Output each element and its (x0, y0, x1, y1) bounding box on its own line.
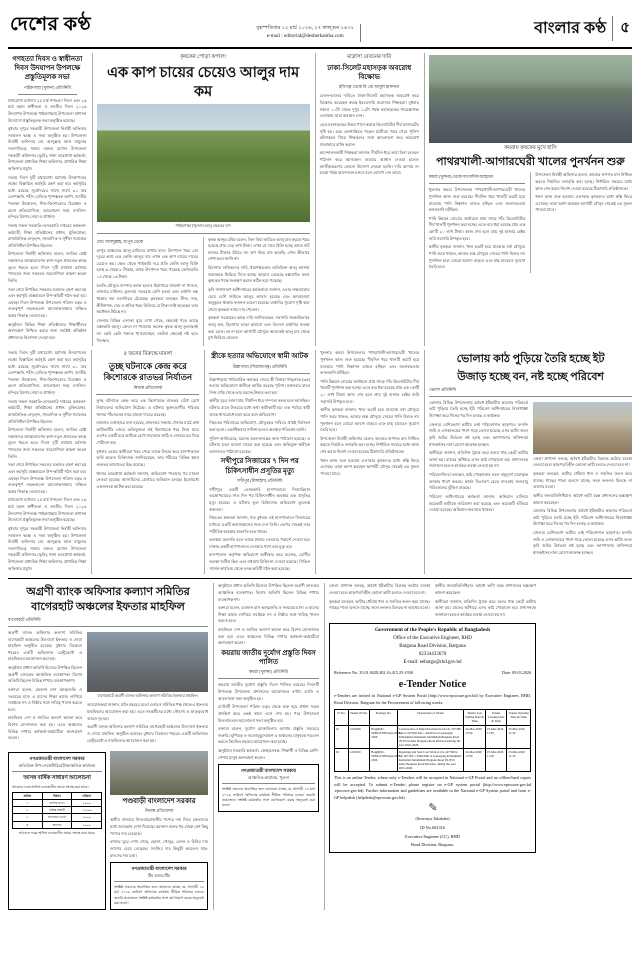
table-row (13, 821, 102, 828)
col-header: Tender ID No. (348, 710, 370, 725)
notice-left-box (8, 752, 106, 910)
brick-divider (429, 396, 632, 397)
cell: ৩০০০ (72, 814, 102, 821)
notice-bottom-title2: আঞ্চলিক কার্যালয়, খুলনা (248, 775, 289, 781)
lead-kicker: কৃষকের পোড়া কপাল! (180, 54, 227, 60)
notice-right-box (110, 862, 208, 910)
torture-body (96, 398, 199, 490)
canal-headline: পাথরখালী-আগারঘেরী খালের পুনর্খনন শুরু (436, 156, 625, 168)
masthead-dateblock (256, 24, 361, 42)
dhaka-sylhet-story (315, 53, 419, 346)
col-header: Tender Last Selling Date & Time (465, 711, 484, 724)
lead-photo-caption: পাইকগাছা (খুলনা) আলু ক্ষেতের দৃশ্য (175, 224, 231, 229)
notice-right-title1: গণপ্রজাতন্ত্রী বাংলাদেশ সরকার (131, 866, 187, 872)
cell-opening: 25-Mar-2026 11:30 (507, 725, 531, 748)
col1-divider (18, 94, 77, 95)
canal-continued-body (320, 350, 419, 477)
paragraph: সভায় দিবস দুটি যথাযোগ্য মর্যাদায় উদযাপনের লক্ষ্যে বিস্তারিত কর্মসূচি গ্রহণ করা হয়। কর্মসূচির মধ্যে রয়েছে সূর্যোদয়ের সাথে সাথে ৩১ বার তোপধ্বনি, শহীদ বেদিতে পুষ্পস্তবক অর্পণ, জাতীয় পতাকা উত্তোলন, শিশু-কিশোরদের চিত্রাঙ্কন ও রচনা প্রতিযোগিতা, আলোচনা সভা, মসজিদ-মন্দিরে বিশেষ দোয়া ও প্রার্থনা। (8, 174, 87, 220)
tender-phone: 02334433670 (418, 651, 447, 657)
brick-kicker-line: ভোলায় কাঠ পুড়িয়ে তৈরি হচ্ছে ইট (456, 353, 605, 366)
paragraph: মামলার এজাহারে বলা হয়েছে, মঙ্গলবার সন্ধ্যায় খেলার মাঠে কথা কাটাকাটির জেরে অভিযুক্তরা ওই কিশোরকে ধরে নিয়ে যায়। এরপর একটি ঘরে আটকে রেখে সারারাত লাঠি ও লোহার রড দিয়ে পেটানো হয়। (96, 420, 200, 446)
brick-photo (533, 402, 632, 454)
market-column (110, 749, 208, 910)
lead-story (92, 53, 310, 346)
tender-title: e-Tender Notice (398, 679, 467, 691)
paragraph: মাহফিলে দেশ ও জাতির কল্যাণ কামনা করে বিশেষ মোনাজাত করা হয়। এতে অঞ্চলের বিভিন্ন শাখার কর্মকর্তা-কর্মচারীরা অংশগ্রহণ করেন। (8, 715, 83, 741)
torture-byline: নিজস্ব প্রতিবেদক (133, 385, 163, 391)
lead-headline: এক কাপ চায়ের চেয়েও আলুর দাম কম (106, 65, 300, 100)
paragraph: খুলনার কয়রা উপজেলার পাথরখালী-আগারঘেরী খালের পুনর্খনন কাজ শুরু হয়েছে। দীর্ঘদিন ধরে খালটি ভরাট হয়ে যাওয়ায় পানি নিষ্কাশন ব্যাহত হচ্ছিল এবং জলাবদ্ধতায় ফসলহানি ঘটছিল। (428, 187, 526, 213)
paragraph: উপজেলা নির্বাহী অফিসার বলেন, কাজের গুণগত মান নিশ্চিত করতে নিয়মিত তদারকি করা হচ্ছে। নির্ধারিত সময়ের মধ্যে কাজ শেষ করার নির্দেশ দেওয়া হয়েছে ঠিকাদারি প্রতিষ্ঠানকে। (535, 172, 632, 191)
iftar-headline: অগ্রণী ব্যাংক অফিসার কল্যাণ সমিতির বাগেরহাট অঞ্চলের ইফতার মাহফিল (26, 586, 190, 613)
canal-continued (315, 350, 419, 574)
paragraph: সভা শেষে উপস্থিত সকলের মতামত গ্রহণ করা হয় এবং কর্মসূচি বাস্তবায়নে উপ-কমিটি গঠন করা হয়। এছাড়া দিবস উপলক্ষে উপজেলা পরিষদ চত্বর ও গুরুত্বপূর্ণ সড়কগুলো আলোকসজ্জায় সজ্জিত করার সিদ্ধান্ত নেওয়া হয়। (8, 462, 87, 494)
market-body (110, 817, 208, 859)
paragraph: নিহতের পরিবারের অভিযোগ, যৌতুকের দাবিতে প্রায়ই নির্যাতন করা হতো। একাধিকবার সালিশ হলেও অবস্থার পরিবর্তন হয়নি। (209, 420, 311, 432)
paragraph: থানার ভারপ্রাপ্ত কর্মকর্তা জানান, অভিযোগ পাওয়ার পর মামলা নেওয়া হয়েছে। আসামিদের গ্রেপ্তারে অভিযান চলছে। ইতোমধ্যে একজনকে আটক করা হয়েছে। (96, 470, 200, 489)
notice-left-footer: আবেদন ফরম অফিস চলাকালীন সময়ে সংগ্রহ করা যাবে। (18, 830, 96, 835)
cell-package: BargRDiv-SPMGT/MWorks/2025-2026 (370, 748, 397, 771)
col-header: Sl No. (335, 710, 349, 725)
paragraph: র‍্যালিটি উপজেলা পরিষদ চত্বর থেকে শুরু হয়ে প্রধান সড়ক প্রদক্ষিণ করে একই স্থানে এসে শেষ হয়। পরে উপজেলা মিলনায়তনে আলোচনা সভা অনুষ্ঠিত হয়। (218, 704, 319, 723)
tender-notice-box (329, 623, 536, 852)
market-photo (110, 751, 208, 795)
paragraph: বক্তারা বলেন, রমজান মাস আত্মশুদ্ধি ও সংযমের মাস। এ মাসের শিক্ষা কাজে লাগিয়ে সবাইকে সৎ ও নিষ্ঠার সঙ্গে দায়িত্ব পালন করতে হবে। (8, 686, 83, 712)
paragraph: সভায় সকল সরকারি-বেসরকারি দপ্তরের কর্মকর্তা-কর্মচারী, শিক্ষা প্রতিষ্ঠানের প্রধান, মুক্তিযোদ্ধা, রাজনৈতিক নেতৃবৃন্দ, সাংবাদিক ও সুশীল সমাজের প্রতিনিধিরা উপস্থিত ছিলেন। (8, 398, 87, 424)
paragraph: খুলনার কয়রা উপজেলার পাথরখালী-আগারঘেরী খালের পুনর্খনন কাজ শুরু হয়েছে। দীর্ঘদিন ধরে খালটি ভরাট হয়ে যাওয়ায় পানি নিষ্কাশন ব্যাহত হচ্ছিল এবং জলাবদ্ধতায় ফসলহানি ঘটছিল। (320, 350, 420, 376)
paragraph: কৃষকরা বলছেন, ভাটার ধোঁয়ায় ধান ও সবজির ফলন কমে যাচ্ছে। গাছের পাতা ঝলসে যাচ্ছে, ফলে ফলনও মিলছে না আগের মতো। (533, 471, 632, 490)
paragraph: স্থানীয়রা জানান, প্রতিদিন ট্রাকে করে বনের গাছ কেটে ভাটায় আনা হয়। রাতের আঁধারে এসব কাঠ পোড়ানো হয়। প্রশাসনকে জানানো হলেও কার্যকর ব্যবস্থা নেওয়া হয় না। (429, 450, 529, 469)
iftar-divider (8, 626, 208, 627)
paragraph: জেলা প্রশাসন বলছে, অবৈধ ইটভাটার বিরুদ্ধে কঠোর ব্যবস্থা নেওয়া হবে। ছাড়পত্রবিহীন কোনো ভাটা চলতে দেওয়া হবে না। (533, 455, 632, 468)
paragraph: এতে মহাসড়কের উভয় পাশে কয়েক কিলোমিটার দীর্ঘ যানজটের সৃষ্টি হয়। চরম ভোগান্তিতে পড়েন যাত্রীরা। খবর পেয়ে পুলিশ ঘটনাস্থলে গিয়ে শিক্ষকদের সঙ্গে আলোচনা করে অবরোধ প্রত্যাহারে রাজি করান। (319, 121, 419, 147)
notice-bottom-title1: গণপ্রজাতন্ত্রী বাংলাদেশ সরকার (240, 768, 297, 774)
cell-closing: 25-Mar-2026 11:30 (485, 725, 507, 748)
husband-byline: উল্লাপাড়া (সিরাজগঞ্জ) প্রতিনিধি (232, 363, 287, 369)
paragraph: আয়োজকরা জানান, প্রতি বছরের মতো এবারও সমিতির পক্ষ থেকে এ ইফতার মাহফিলের আয়োজন করা হয়। এতে সহকর্মীদের মধ্যে সৌহার্দ্য ও ভ্রাতৃত্ববোধ আরও দৃঢ় হয়। (87, 702, 208, 721)
tender-email: E-mail: eebargu@rhd.gov.bd (403, 659, 462, 665)
paragraph: যথাযোগ্য মর্যাদায় ২৫ মার্চ গণহত্যা দিবস এবং ২৬ মার্চ মহান স্বাধীনতা ও জাতীয় দিবস ২০২৬ উদযাপন উপলক্ষে পাইকগাছায় উপজেলা প্রশাসন উদ্যোগে প্রস্তুতিমূলক সভা অনুষ্ঠিত হয়েছে। (8, 497, 87, 523)
column-1 (8, 53, 87, 346)
notice-left-subtitle: আসন্ন বার্ষিক সাধারণ আলোচনা (23, 775, 91, 782)
paragraph: অবস্থার অবনতি হলে তাকে ঢাকায় নেওয়ার পরামর্শ দেওয়া হয়। ঢাকার একটি হাসপাতালে নেওয়ার পথে তার মৃত্যু হয়। (209, 537, 311, 549)
paragraph: আন্দোলনকারী শিক্ষকরা জানান, দীর্ঘদিন ধরে তারা বিনা বেতনে পাঠদান করে আসছেন। বারবার আশ্বাস দেওয়া হলেও জাতীয়করণের কোনো উদ্যোগ নেওয়া হয়নি। দাবি আদায় না হওয়া পর্যন্ত আন্দোলন চলবে বলে ঘোষণা দেন তারা। (319, 150, 419, 176)
iftar-body-right (87, 630, 208, 746)
etender-ad (324, 583, 536, 910)
notice-left-title2: অতিরিক্ত উপ-সেক্রেটারিয়েট/আঞ্চলিক কার্যালয় (18, 763, 96, 769)
col-header: পরিমাণ (72, 793, 102, 800)
paragraph: স্থানীয়রা জানান, প্রতিদিন ট্রাকে করে বনের গাছ কেটে ভাটায় আনা হয়। রাতের আঁধারে এসব কাঠ পোড়ানো হয়। প্রশাসনকে জানানো হলেও কার্যকর ব্যবস্থা নেওয়া হয় না। (435, 598, 536, 617)
cell-tender-id: 1243180 (348, 725, 370, 748)
paragraph: বুধবার দুপুরে সহকারী উপজেলা নির্বাহী অফিসার সম্মেলন কক্ষে এ সভা অনুষ্ঠিত হয়। উপজেলা নির্বাহী অফিসার মো. আব্দুল্লাহ আল মামুনের সভাপতিত্বে সভায় বক্তব্য রাখেন উপজেলা সহকারী কমিশনার (ভূমি), থানা ভারপ্রাপ্ত কর্মকর্তা, উপজেলা মাধ্যমিক শিক্ষা অফিসার, প্রাথমিক শিক্ষা অফিসার প্রমুখ। (8, 525, 87, 571)
prayer-headline: কয়রায় জাতীয় দুর্যোগ প্রস্তুতি দিবস পালিত (221, 648, 316, 667)
cell: যাতায়াত ভাতা (42, 814, 72, 821)
cell: ৫০০০ (72, 800, 102, 807)
notice-bottom-box (218, 764, 319, 812)
lead-body-left (97, 237, 199, 347)
brick-body-right (533, 400, 632, 559)
paragraph: অগ্রণী ব্যাংক অফিসার কল্যাণ সমিতির বাগেরহাট অঞ্চলের উদ্যোগে ইফতার ও দোয়া মাহফিল অনুষ্ঠিত হয়েছে। বুধবার বিকেলে শহরের একটি অভিজাত রেস্টুরেন্টে এ মাহফিলের আয়োজন করা হয়। (87, 724, 208, 743)
masthead-email: e-mail : editorial@desherkantha.com (266, 32, 344, 39)
cell: বার্ষিক সম্মানী (42, 807, 72, 814)
masthead-rule (8, 47, 632, 49)
paragraph: সভা শেষে উপস্থিত সকলের মতামত গ্রহণ করা হয় এবং কর্মসূচি বাস্তবায়নে উপ-কমিটি গঠন করা হয়। এছাড়া দিবস উপলক্ষে উপজেলা পরিষদ চত্বর ও গুরুত্বপূর্ণ সড়কগুলো আলোকসজ্জায় সজ্জিত করার সিদ্ধান্ত নেওয়া হয়। (8, 286, 87, 319)
col-header: Tender Opening Date & Time (507, 710, 531, 725)
cell-sl: 01 (335, 725, 349, 748)
paragraph: অনুষ্ঠানে প্রধান অতিথি হিসেবে উপস্থিত ছিলেন অগ্রণী ব্যাংকের আঞ্চলিক ব্যবস্থাপক। বিশেষ অতিথি ছিলেন বিভিন্ন শাখার ব্যবস্থাপকগণ। (218, 583, 319, 602)
prayer-body (218, 682, 319, 761)
middle-section (8, 350, 632, 574)
table-header-row (13, 793, 102, 800)
iftar-photo (87, 632, 208, 692)
paragraph: বুধবার দুপুরে সহকারী উপজেলা নির্বাহী অফিসার সম্মেলন কক্ষে এ সভা অনুষ্ঠিত হয়। উপজেলা নির্বাহী অফিসার মো. আব্দুল্লাহ আল মামুনের সভাপতিত্বে সভায় বক্তব্য রাখেন উপজেলা সহকারী কমিশনার (ভূমি), থানা ভারপ্রাপ্ত কর্মকর্তা, উপজেলা মাধ্যমিক শিক্ষা অফিসার, প্রাথমিক শিক্ষা অফিসার প্রমুখ। (8, 126, 87, 171)
ds-body (320, 93, 419, 177)
paragraph: সখীপুরে একটি বেসরকারি হাসপাতালে সিজারিয়ান অস্ত্রোপচারের সাত দিন পর চিকিৎসাধীন অবস্থায় এক প্রসূতির মৃত্যু হয়েছে। এ ঘটনায় ভুল চিকিৎসার অভিযোগ তুলেছে স্বজনরা। (209, 486, 311, 512)
cell: ২০০০ (72, 821, 102, 828)
notice-right-divider (114, 881, 204, 882)
page-number: ৫ (612, 16, 630, 41)
notice-right-title2: টিম অ্যান্ড/টিম (147, 873, 171, 879)
torture-story (91, 350, 199, 574)
notice-bottom-text: সংশ্লিষ্ট সকলের অবগতির জন্য জানানো যাচ্ছে যে, আগামী ১৫ মার্চ ২০২৬ তারিখে অফিসের কার্যক্রম সীমিত পরিসরে চলবে। জরুরি প্রয়োজনে সংশ্লিষ্ট কর্মকর্তার সঙ্গে যোগাযোগ করার অনুরোধ করা হলো। (222, 787, 315, 808)
paragraph: কৃষকরা সরকারের কাছে দাবি জানিয়েছেন, সরাসরি সরকারিভাবে আলু ক্রয়, হিমাগার ভাড়া কমানো এবং বিদেশে রপ্তানির ব্যবস্থা করা হোক। তা না হলে আগামী মৌসুমে অনেকেই আলু চাষ থেকে মুখ ফিরিয়ে নেবেন। (208, 315, 310, 341)
lead-divider (97, 233, 310, 234)
notice-right-text: সংশ্লিষ্ট সকলের অবগতির জন্য জানানো যাচ্ছে যে, আগামী ১৫ মার্চ ২০২৬ তারিখে অফিসের কার্যক্রম সীমিত পরিসরে চলবে। জরুরি প্রয়োজনে সংশ্লিষ্ট কর্মকর্তার সঙ্গে যোগাযোগ করার অনুরোধ করা হলো। (114, 885, 204, 905)
ds-headline: ঢাকা-সিলেট মহাসড়ক অবরোধ বিক্ষোভ (327, 64, 412, 82)
paragraph: রংপুর অঞ্চলের আলু চাষিদের মাথায় হাত। উৎপাদন খরচ তো দূরের কথা, এক কেজি আলুর দাম এখন এক কাপ চায়ের দামের চেয়েও কম। ক্ষেত থেকে পাইকারি দরে প্রতি কেজি আলু বিক্রি হচ্ছে ৬ থেকে ৮ টাকায়, অথচ উৎপাদন খরচ পড়েছে কেজিপ্রতি ১৪ থেকে ১৬ টাকা। (96, 247, 199, 280)
brick-headline: উজাড় হচ্ছে বন, নষ্ট হচ্ছে পরিবেশ (457, 370, 604, 383)
paragraph: যথাযোগ্য মর্যাদায় ২৫ মার্চ গণহত্যা দিবস এবং ২৬ মার্চ মহান স্বাধীনতা ও জাতীয় দিবস ২০২৬ উদযাপন উপলক্ষে পাইকগাছায় উপজেলা প্রশাসন উদ্যোগে প্রস্তুতিমূলক সভা অনুষ্ঠিত হয়েছে। (8, 97, 87, 123)
canal-photo (429, 55, 632, 143)
col1-continued-body (8, 350, 86, 572)
husband-divider (209, 373, 310, 374)
tender-reference: Reference No. 35.01.0428.402.16.415.25-1930 (334, 670, 413, 676)
torture-divider (96, 394, 199, 395)
prayer-byline: কয়রা (খুলনা) প্রতিনিধি (248, 669, 289, 675)
paragraph: অগ্রণী ব্যাংক অফিসার কল্যাণ সমিতির বাগেরহাট অঞ্চলের উদ্যোগে ইফতার ও দোয়া মাহফিল অনুষ্ঠিত হয়েছে। বুধবার বিকেলে শহরের একটি অভিজাত রেস্টুরেন্টে এ মাহফিলের আয়োজন করা হয়। (8, 629, 83, 662)
cell: ১ (13, 800, 43, 807)
paragraph: ভোলার বিভিন্ন উপজেলায় অবৈধ ইটভাটায় কয়লার পরিবর্তে কাঠ পুড়িয়ে তৈরি হচ্ছে ইট। পরিবেশ অধিদপ্তরের নিষেধাজ্ঞা উপেক্ষা করে দিনের পর দিন চলছে এ কার্যক্রম। (533, 508, 632, 527)
cell-description: Repairing and Seal Coat Work at Ch. 44+500 to Ch. 46+500 = 2000.00m at Gokarganj-Patharkhali-Kathaltali-Subidkhali-Barguna Road (N-872) under Barguna Road Division, during the year 2025-2026. (398, 749, 463, 771)
torture-headline: তুচ্ছ ঘটনাকে কেন্দ্র করে কিশোরকে রাতভর নির্যাতন (103, 361, 193, 383)
paragraph: খনন কাজ শুরু হওয়ায় এলাকার কৃষকদের মধ্যে স্বস্তি ফিরে এসেছে। তারা আশা করছেন আগামী মৌসুম থেকেই এর সুফল পাওয়া যাবে। (320, 457, 420, 476)
col-header: Package No. (370, 710, 397, 725)
tender-footer-text: This is an online Tender, where only e-Tenders will be accepted in National e-GP Portal and no offline/hard copies will be accepted. To submit e-Tender, please register on e-GP system portal (http://www.eprocure.gov.bd .eprocure.gov.bd). Further information and guidelines are available in the National e-GP System portal and from e-GP helpdesk (helpdesk@eprocure.gov.bd). (334, 775, 531, 800)
cell: অন্যান্য (42, 821, 72, 828)
paragraph: বুধবার ভোরে স্থানীয়রা খবর পেয়ে তাকে উদ্ধার করে হাসপাতালে ভর্তি করেন। চিকিৎসক জানিয়েছেন, তার শরীরের বিভিন্ন স্থানে গুরুতর আঘাতের চিহ্ন রয়েছে। (96, 448, 200, 467)
notice-left-table (12, 792, 102, 828)
ds-kicker: মাদ্রাসা বেতনের দাবি (347, 54, 392, 60)
paragraph: কয়রায় জাতীয় দুর্যোগ প্রস্তুতি দিবস পালিত হয়েছে। দিবসটি উপলক্ষে উপজেলা প্রশাসনের আয়োজনে বর্ণাঢ্য র‍্যালি ও আলোচনা সভা অনুষ্ঠিত হয়। (218, 682, 319, 701)
tender-signature-id: ID No.602316 (420, 824, 445, 830)
bottom-section (8, 583, 632, 910)
paragraph: স্থানীয় কৃষকরা জানান, খাল ভরাট হয়ে যাওয়ায় বর্ষা মৌসুমে পানি জমে থাকত, আবার শুষ্ক মৌসুমে সেচের পানি মিলত না। পুনর্খনন হলে বোরো আবাদ বাড়বে এবং মাছ চাষেরও সুযোগ তৈরি হবে। (320, 407, 420, 433)
canal-byline: কয়রা (খুলনা) থেকে সাংবাদিক আহমেদ (428, 174, 494, 180)
paragraph: স্থানীয় কৃষকরা জানান, খাল ভরাট হয়ে যাওয়ায় বর্ষা মৌসুমে পানি জমে থাকত, আবার শুষ্ক মৌসুমে সেচের পানি মিলত না। পুনর্খনন হলে বোরো আবাদ বাড়বে এবং মাছ চাষেরও সুযোগ তৈরি হবে। (428, 244, 526, 270)
paragraph: পরিবেশ অধিদপ্তরের কর্মকর্তা জানান, অভিযান চালিয়ে কয়েকটি ভাটাকে জরিমানা করা হয়েছে এবং কয়েকটি গুঁড়িয়ে দেওয়া হয়েছে। অভিযান অব্যাহত থাকবে। (429, 493, 529, 513)
col-header: Description of Works (397, 710, 464, 725)
iftar-photo-caption: বাগেরহাটে অগ্রণী ব্যাংক অফিসার কল্যাণ সমিতির ইফতার মাহফিল (97, 693, 198, 698)
torture-kicker: ৫ জনের বিরুদ্ধে মামলা (123, 351, 173, 358)
paragraph: বেতন-ভাতার দাবিতে ঢাকা-সিলেট মহাসড়ক অবরোধ করে বিক্ষোভ করেছেন স্বতন্ত্র ইবতেদায়ি মাদ্রাসার শিক্ষকরা। বুধবার সকাল ১০টা থেকে দুপুর ১২টা পর্যন্ত মহাসড়কের শায়েস্তাগঞ্জ এলাকায় তারা অবস্থান নেন। (319, 93, 419, 119)
signature-icon: ✎ (428, 802, 437, 815)
paragraph: কৃষক আব্দুর রহিম বলেন, তিন বিঘা জমিতে আলু চাষ করতে খরচ হয়েছে প্রায় দেড় লাখ টাকা। এখন যে দামে বিক্রি হচ্ছে তাতে ষাট হাজার টাকাও উঠবে না। ঋণ নিয়ে চাষ করেছি, এখন কীভাবে শোধ করব জানি না। (208, 236, 310, 262)
paragraph: পুলিশ জানিয়েছে, মরদেহ ময়নাতদন্তের জন্য পাঠানো হয়েছে। এ ঘটনায় হত্যা মামলা দায়ের করা হয়েছে এবং অভিযুক্ত স্বামীকে আদালতে পাঠানো হয়েছে। (209, 435, 311, 454)
paragraph: খনন কাজ শুরু হওয়ায় এলাকার কৃষকদের মধ্যে স্বস্তি ফিরে এসেছে। তারা আশা করছেন আগামী মৌসুম থেকেই এর সুফল পাওয়া যাবে। (535, 194, 632, 213)
husband-headline: স্ত্রীকে হত্যার অভিযোগে স্বামী আটক (211, 352, 309, 361)
cell-sl: 02 (335, 748, 349, 771)
masthead (8, 6, 632, 45)
tender-gov-line3: Barguna Road Division, Barguna (399, 644, 466, 650)
paragraph: চলতি মৌসুমে বাম্পার ফলন হলেও হিমাগারে জায়গা না পাওয়া, বাজারে চাহিদার তুলনায় সরবরাহ বেশি হওয়া এবং রপ্তানি বন্ধ থাকায় দাম তলানিতে ঠেকেছে। কৃষকেরা বলছেন, বীজ, সার, কীটনাশক, সেচ ও শ্রমিক খরচ মিলিয়ে যে টাকা লগ্নি করেছেন তার অর্ধেকও উঠছে না। (96, 282, 199, 315)
paragraph: বক্তারা বলেন, দুর্যোগ মোকাবিলায় আগাম প্রস্তুতি সবচেয়ে জরুরি। ঘূর্ণিঝড় ও জলোচ্ছ্বাসপ্রবণ এ অঞ্চলের মানুষকে সচেতন করতে নিয়মিত মহড়ার আয়োজন করা হচ্ছে। (218, 726, 319, 745)
table-row (13, 814, 102, 821)
notice-left-divider (12, 771, 102, 772)
paragraph: উপজেলা নির্বাহী অফিসার বলেন, কাজের গুণগত মান নিশ্চিত করতে নিয়মিত তদারকি করা হচ্ছে। নির্ধারিত সময়ের মধ্যে কাজ শেষ করার নির্দেশ দেওয়া হয়েছে ঠিকাদারি প্রতিষ্ঠানকে। (320, 435, 420, 455)
prayer-story (213, 583, 319, 910)
ds-byline: হবিগঞ্জ থেকে বি এম আবুল হাসনাত (339, 84, 400, 90)
lead-byline: মোঃ আবদুল্লাহ, রংপুর থেকে (96, 238, 143, 244)
paragraph: স্থানীয় বাজারে নিত্যপ্রয়োজনীয় পণ্যের দাম নিয়ে ক্রেতাদের মধ্যে অসন্তোষ দেখা দিয়েছে। রমজান শুরুর পর থেকে বেশ কিছু পণ্যের দাম বেড়েছে। (110, 817, 208, 836)
canal-kicker: কয়রায় কৃষকের মুখে হাসি (504, 145, 557, 151)
cell-opening: 25-Mar-2026 11:30 (507, 748, 531, 771)
mother-death-body (209, 487, 310, 573)
iftar-story (8, 583, 208, 910)
paragraph: পরিবেশবিদরা বলছেন, কাঠ পোড়ানোর ফলে বায়ুদূষণ মারাত্মক আকার ধারণ করছে। কার্বন নিঃসরণ বেড়ে যাওয়ায় জলবায়ু পরিবর্তনের ঝুঁকিও বাড়ছে। (429, 472, 529, 491)
notice-bottom-divider (222, 783, 315, 784)
cell-tender-id: 1243190 (348, 748, 370, 771)
paragraph: হাসপাতাল কর্তৃপক্ষ অভিযোগ অস্বীকার করে বলেছে, রোগীর অবস্থা জটিল ছিল এবং যথাযথ চিকিৎসা দেওয়া হয়েছে। সিভিল সার্জন কার্যালয় থেকে তদন্ত কমিটি গঠন করা হয়েছে। (209, 552, 311, 571)
cell: ৪ (13, 821, 43, 828)
table-row (335, 725, 531, 748)
tender-signature-division: Road Division, Barguna. (411, 842, 454, 848)
paragraph: উপজেলা নির্বাহী অফিসার বলেন, জাতির শ্রেষ্ঠ সন্তানদের আত্মত্যাগের কথা নতুন প্রজন্মের কাছে তুলে ধরতে হবে। দিবস দুটি যথাযথ মর্যাদায় পালনের জন্য সকলের সহযোগিতা কামনা করেন তিনি। (8, 251, 87, 283)
cell-closing: 25-Mar-2026 11:30 (485, 748, 507, 771)
prayer-divider (218, 678, 319, 679)
table-row (335, 748, 531, 771)
col-header: বিবরণ (42, 793, 72, 800)
table-row (13, 800, 102, 807)
top-section (8, 53, 632, 346)
paragraph: কৃষি সম্প্রসারণ অধিদপ্তরের কর্মকর্তারা জানান, এবার লক্ষ্যমাত্রার চেয়ে বেশি জমিতে আলুর আবাদ হয়েছে এবং আবহাওয়া অনুকূলে থাকায় ফলনও ভালো হয়েছে। রপ্তানির সুযোগ সৃষ্টি করা গেলে কৃষকরা ন্যায্য দাম পেতেন। (208, 286, 310, 312)
cell: ১২০০০ (72, 807, 102, 814)
masthead-date: বৃহস্পতিবার ১২ মার্চ ২০২৬, ২৭ ফাল্গুন ১৪৩২ (256, 24, 355, 31)
col-header: Tender Closing Date & Time (485, 710, 507, 725)
iftar-body-left (8, 630, 82, 746)
paragraph: পানি উন্নয়ন বোর্ডের অর্থায়নে প্রায় সাড়ে পাঁচ কিলোমিটার দীর্ঘ খালটি পুনর্খনন করা হচ্ছে। এতে ব্যয় ধরা হয়েছে প্রায় এক কোটি ২০ লাখ টাকা। কাজ শেষ হলে প্রায় দুই হাজার হেক্টর জমি সরাসরি উপকৃত হবে। (428, 215, 526, 241)
tender-header-row (335, 710, 531, 725)
paragraph: অনুষ্ঠানে বিভিন্ন শিক্ষা প্রতিষ্ঠানের শিক্ষার্থীদের অংশগ্রহণ নিশ্চিত করার জন্য সংশ্লিষ্ট প্রতিষ্ঠান প্রধানদের নির্দেশনা দেওয়া হয়। (8, 321, 87, 340)
notice-left-text: আবেদন ফরম অফিস চলাকালীন সময়ে সংগ্রহ করা যাবে। (12, 785, 89, 790)
masthead-right (526, 15, 630, 42)
tender-signature-name: (Sowmya Talukder) (415, 816, 450, 822)
cell-description: Construction of Rigid Pavement from Ch. 50+580 Km to 50+620 Km = 40.00 m at Gokarganj-Patharkhali-Kathaltali-Subidkhali-Barguna Road (N-872) under Barguna Road Division During the year 2025-2026. (397, 725, 464, 748)
col-header: ক্রমিক (13, 793, 43, 800)
col1-headline: গণহত্যা দিবস ও স্বাধীনতা দিবস উদযাপন উপলক্ষে প্রস্তুতিমূলক সভা (12, 55, 83, 82)
iftar-byline: বাগেরহাট প্রতিনিধি (8, 616, 41, 622)
paragraph: মাহফিলে দেশ ও জাতির কল্যাণ কামনা করে বিশেষ মোনাজাত করা হয়। এতে অঞ্চলের বিভিন্ন শাখার কর্মকর্তা-কর্মচারীরা অংশগ্রহণ করেন। (218, 627, 319, 646)
paragraph: স্থানীয় জনপ্রতিনিধিরাও অবৈধ ভাটা বন্ধে প্রশাসনের হস্তক্ষেপ কামনা করেছেন। (533, 492, 632, 505)
paragraph: জেলার বিভিন্ন এলাকা ঘুরে দেখা গেছে, ক্ষেতেই পড়ে আছে বস্তাভর্তি আলু। ক্রেতা না পাওয়ায় অনেক কৃষক আলু তুলছেনই না। কেউ কেউ গরুকে খাওয়াচ্ছেন, কেউবা ক্ষেতেই নষ্ট হতে দিচ্ছেন। (96, 317, 199, 343)
cell-last-selling: 24-Mar-2026 17:00 (464, 725, 486, 748)
paragraph: উপজেলা নির্বাহী অফিসার বলেন, জাতির শ্রেষ্ঠ সন্তানদের আত্মত্যাগের কথা নতুন প্রজন্মের কাছে তুলে ধরতে হবে। দিবস দুটি যথাযথ মর্যাদায় পালনের জন্য সকলের সহযোগিতা কামনা করেন তিনি। (8, 427, 87, 459)
tender-date: Date: 09.03.2026 (502, 670, 531, 676)
canal-story (424, 53, 632, 346)
paragraph: হিমাগার মালিকদের দাবি, ধারণক্ষমতার অতিরিক্ত আলু আসায় অনেককে ফিরিয়ে দিতে হচ্ছে। ভাড়াও বেড়েছে বস্তাপ্রতি। ফলে কৃষকের পক্ষে সংরক্ষণ করাও কঠিন হয়ে পড়েছে। (208, 265, 310, 284)
market-byline: নিজস্ব প্রতিবেদক (144, 808, 174, 814)
paragraph: উল্লাপাড়ায় পারিবারিক কলহের জেরে স্ত্রী মিনারা খাতুনকে (৩৫) হত্যার অভিযোগে স্বামীকে আটক করেছে পুলিশ। মঙ্গলবার রাতে নিজ বাড়ি থেকে তার মরদেহ উদ্ধার করা হয়। (209, 376, 311, 395)
canal-divider-left (429, 183, 526, 184)
table-row (13, 807, 102, 814)
tender-table (334, 709, 531, 772)
iftar-overflow (218, 583, 319, 647)
mother-death-byline: সখীপুর (টাঙ্গাইল) প্রতিনিধি (237, 477, 283, 483)
tender-ref-row (334, 670, 531, 675)
husband-story (204, 350, 310, 574)
section-title: বাংলার কণ্ঠ (534, 20, 607, 37)
mother-death-headline: সখীপুরে সিজারের ৭ দিন পর চিকিৎসাধীন প্রসূতির মৃত্যু (220, 457, 299, 475)
cell: মাসিক ভাতা (42, 800, 72, 807)
lead-body-right (203, 237, 310, 347)
cell-package: BargRDiv-SPMGT/MWorks/2025-2026 (370, 725, 397, 748)
paragraph: ভোলার বিভিন্ন উপজেলায় অবৈধ ইটভাটায় কয়লার পরিবর্তে কাঠ পুড়িয়ে তৈরি হচ্ছে ইট। পরিবেশ অধিদপ্তরের নিষেধাজ্ঞা উপেক্ষা করে দিনের পর দিন চলছে এ কার্যক্রম। (429, 399, 529, 419)
section-rule (8, 578, 632, 579)
paragraph: সভায় সকল সরকারি-বেসরকারি দপ্তরের কর্মকর্তা-কর্মচারী, শিক্ষা প্রতিষ্ঠানের প্রধান, মুক্তিযোদ্ধা, রাজনৈতিক নেতৃবৃন্দ, সাংবাদিক ও সুশীল সমাজের প্রতিনিধিরা উপস্থিত ছিলেন। (8, 222, 87, 248)
paragraph: জেলার বেশিরভাগ ভাটায় নেই পরিবেশগত ছাড়পত্র। ফসলি জমি ও লোকালয়ের পাশে গড়ে তোলা হয়েছে এসব ভাটা। ফলে কৃষি জমির উর্বরতা নষ্ট হচ্ছে এবং আশপাশের বাসিন্দারা শ্বাসকষ্টসহ নানা রোগে আক্রান্ত হচ্ছেন। (533, 530, 632, 555)
col1-body (8, 98, 87, 342)
market-headline: পণ্ডবাড়ী বাংলাদেশ সরকার (122, 797, 196, 806)
brick-body-left (429, 400, 528, 559)
tender-gov-line1: Government of the People's Republic of Bangladesh (375, 627, 490, 634)
paragraph: অনুষ্ঠানে প্রধান অতিথি হিসেবে উপস্থিত ছিলেন অগ্রণী ব্যাংকের আঞ্চলিক ব্যবস্থাপক। বিশেষ অতিথি ছিলেন বিভিন্ন শাখার ব্যবস্থাপকগণ। (8, 665, 83, 684)
brick-byline: ভোলা প্রতিনিধি (429, 386, 456, 392)
husband-body (209, 377, 310, 456)
tender-signature-title: Executive Engineer (CC), RHD (405, 833, 460, 839)
brick-story (424, 350, 632, 574)
paragraph: সভায় দিবস দুটি যথাযোগ্য মর্যাদায় উদযাপনের লক্ষ্যে বিস্তারিত কর্মসূচি গ্রহণ করা হয়। কর্মসূচির মধ্যে রয়েছে সূর্যোদয়ের সাথে সাথে ৩১ বার তোপধ্বনি, শহীদ বেদিতে পুষ্পস্তবক অর্পণ, জাতীয় পতাকা উত্তোলন, শিশু-কিশোরদের চিত্রাঙ্কন ও রচনা প্রতিযোগিতা, আলোচনা সভা, মসজিদ-মন্দিরে বিশেষ দোয়া ও প্রার্থনা। (8, 350, 87, 396)
notice-left-title1: গণপ্রজাতন্ত্রী বাংলাদেশ সরকার (29, 756, 85, 762)
paragraph: জেলার বেশিরভাগ ভাটায় নেই পরিবেশগত ছাড়পত্র। ফসলি জমি ও লোকালয়ের পাশে গড়ে তোলা হয়েছে এসব ভাটা। ফলে কৃষি জমির উর্বরতা নষ্ট হচ্ছে এবং আশপাশের বাসিন্দারা শ্বাসকষ্টসহ নানা রোগে আক্রান্ত হচ্ছেন। (429, 421, 529, 447)
cell-last-selling: 24-Mar-2026 17:00 (464, 748, 486, 771)
cell: ২ (13, 807, 43, 814)
paragraph: বক্তারা বলেন, রমজান মাস আত্মশুদ্ধি ও সংযমের মাস। এ মাসের শিক্ষা কাজে লাগিয়ে সবাইকে সৎ ও নিষ্ঠার সঙ্গে দায়িত্ব পালন করতে হবে। (218, 605, 319, 624)
newspaper-logo: দেশের কণ্ঠ (10, 14, 92, 35)
brick-overflow (329, 583, 536, 620)
canal-body-right (530, 172, 632, 272)
paragraph: বাজার ঘুরে দেখা গেছে, ছোলা, খেজুর, বেসন ও চিনির দাম আগের চেয়ে বেড়েছে। সবজির দাম কিছুটা কমলেও মাছ-মাংসের দাম চড়া। (110, 839, 208, 858)
lead-photo (97, 104, 310, 222)
paragraph: স্থানীয় সূত্রে জানা যায়, দীর্ঘদিন ধরে দাম্পত্য কলহ চলে আসছিল। ঘটনার রাতে উভয়ের মধ্যে কথা কাটাকাটি হয়। এক পর্যায়ে স্বামী তাকে শ্বাসরোধে হত্যা করে বলে অভিযোগ। (209, 398, 311, 417)
paragraph: কৃষকরা বলছেন, ভাটার ধোঁয়ায় ধান ও সবজির ফলন কমে যাচ্ছে। গাছের পাতা ঝলসে যাচ্ছে, ফলে ফলনও মিলছে না আগের মতো। (329, 598, 430, 611)
paragraph: স্থানীয় জনপ্রতিনিধিরাও অবৈধ ভাটা বন্ধে প্রশাসনের হস্তক্ষেপ কামনা করেছেন। (435, 583, 536, 595)
paragraph: অনুষ্ঠানে সরকারি কর্মকর্তা, স্বেচ্ছাসেবক, শিক্ষার্থী ও বিভিন্ন শ্রেণি-পেশার মানুষ অংশগ্রহণ করেন। (218, 748, 319, 760)
paragraph: নিহতের স্বজনরা জানান, গত বুধবার ওই হাসপাতালে সিজারের মাধ্যমে একটি কন্যাসন্তানের জন্ম দেন তিনি। এরপর থেকেই তার শারীরিক অবস্থার অবনতি হতে থাকে। (209, 515, 311, 534)
paragraph: পানি উন্নয়ন বোর্ডের অর্থায়নে প্রায় সাড়ে পাঁচ কিলোমিটার দীর্ঘ খালটি পুনর্খনন করা হচ্ছে। এতে ব্যয় ধরা হয়েছে প্রায় এক কোটি ২০ লাখ টাকা। কাজ শেষ হলে প্রায় দুই হাজার হেক্টর জমি সরাসরি উপকৃত হবে। (320, 378, 420, 404)
paragraph: তুচ্ছ ঘটনাকে কেন্দ্র করে এক কিশোরকে রাতভর বেঁধে রেখে নির্যাতনের অভিযোগ উঠেছে। এ ঘটনায় ভুক্তভোগীর পরিবার থানায় পাঁচজনের নামে মামলা দায়ের করেছে। (96, 398, 200, 417)
canal-body-left (429, 172, 526, 272)
col1-byline: পাইকগাছা (খুলনা) প্রতিনিধি (23, 84, 71, 90)
tender-gov-line2: Office of the Executive Engineer, RHD (393, 636, 472, 642)
column-1-continued (8, 350, 86, 574)
cell: ৩ (13, 814, 43, 821)
paragraph: জেলা প্রশাসন বলছে, অবৈধ ইটভাটার বিরুদ্ধে কঠোর ব্যবস্থা নেওয়া হবে। ছাড়পত্রবিহীন কোনো ভাটা চলতে দেওয়া হবে না। (329, 583, 430, 595)
tender-intro: e-Tenders are invited in National e-GP System Portal (http://www.eprocure.gov.bd) by Executive Engineer, RHD, Road Division, Barguna for the Procurement of following works: (334, 693, 531, 705)
